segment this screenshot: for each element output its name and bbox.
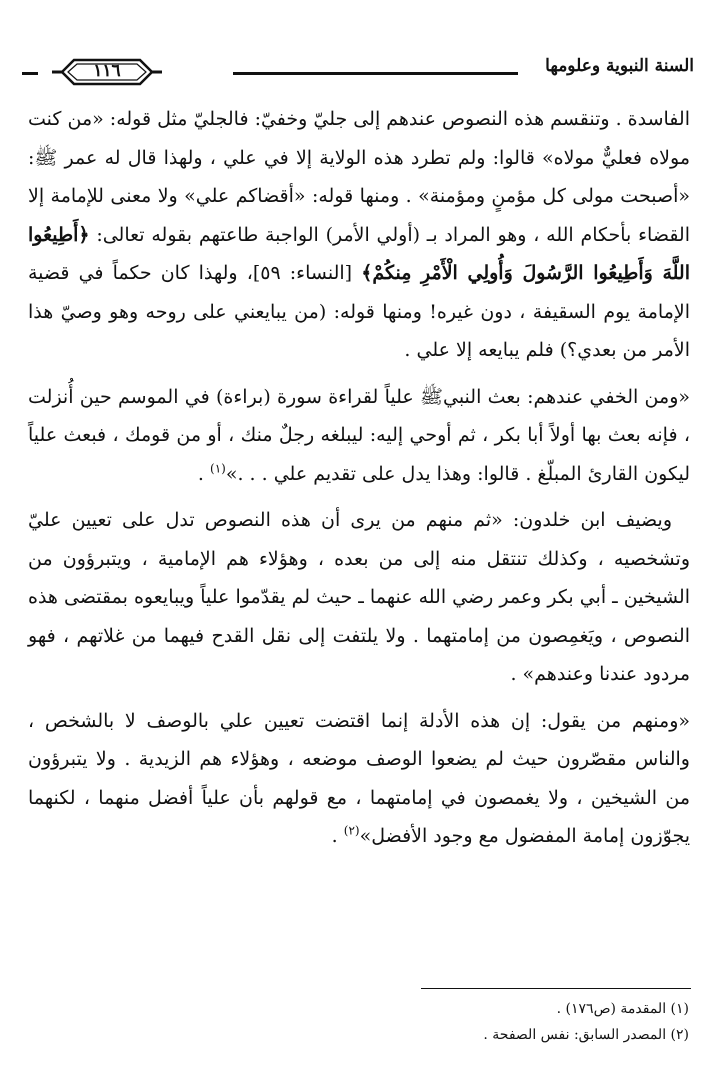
quran-verse: ﴿أَطِيعُوا اللَّهَ وَأَطِيعُوا الرَّسُولَ وَأُولِي الْأَمْرِ مِنكُمْ﴾ [28,223,691,284]
paragraph-2 [28,378,690,494]
footnotes [289,996,689,1048]
page-number: ١١٦ [93,61,121,81]
page-header [22,52,694,96]
paragraph-1 [28,100,690,370]
paragraph-4 [28,702,690,856]
header-rule [233,72,518,75]
paragraph-text: [النساء: ٥٩]، ولهذا كان حكماً في قضية الإمامة يوم السقيفة ، دون غيره! ومنها قوله: (من يبايعني على روحه وهو وصيّ هذا الأمر من بعدي؟) فلم يبايعه إلا علي . [28,262,690,361]
paragraph-text: الفاسدة . وتنقسم هذه النصوص عندهم إلى جليّ وخفيّ: فالجليّ مثل قوله: «من كنت مولاه فعليٌّ مولاه» قالوا: ولم تطرد هذه الولاية إلا في علي ، ولهذا قال له عمر ﷺ: «أصبحت مولى كل مؤمنٍ ومؤمنة» . ومنها قوله: «أقضاكم علي» ولا معنى للإمامة إلا القضاء بأحكام الله ، وهو المراد بـ (أولي الأمر) الواجبة طاعتهم بقوله تعالى: [28,108,691,246]
footnote-2: (٢) المصدر السابق: نفس الصفحة . [483,1027,689,1043]
page-number-ornament [52,57,162,87]
footnote-1: (١) المقدمة (ص١٧٦) . [556,1001,689,1017]
paragraph-text: «ومن الخفي عندهم: بعث النبيﷺ علياً لقراءة سورة (براءة) في الموسم حين أُنزلت ، فإنه بعث بها أولاً أبا بكر ، ثم أوحي إليه: ليبلغه رجلٌ منك ، أو من قومك ، فبعث علياً ليكون القارئ المبلّغ . قالوا: وهذا يدل على تقديم علي . . .» [28,385,690,485]
paragraph-text: . [331,825,344,847]
paragraph-text: «ومنهم من يقول: إن هذه الأدلة إنما اقتضت تعيين علي بالوصف لا بالشخص ، والناس مقصّرون حيث لم يضعوا الوصف موضعه ، وهؤلاء هم الزيدية . ولا يتبرؤون من الشيخين ، ولا يغمصون في إمامتهما ، مع قولهم بأن علياً أفضل منهما ، لكنهما يجوّزون إمامة المفضول مع وجود الأفضل» [28,709,690,847]
main-text [28,100,690,856]
paragraph-3 [28,501,690,694]
running-title: السنة النبوية وعلومها [545,56,694,76]
header-rule-end [22,72,38,75]
paragraph-text: ويضيف ابن خلدون: «ثم منهم من يرى أن هذه النصوص تدل على تعيين عليّ وتشخصيه ، وكذلك تنتقل منه إلى من بعده ، وهؤلاء هم الإمامية ، ويتبرؤون من الشيخين ـ أبي بكر وعمر رضي الله عنهما ـ حيث لم يقدّموا علياً ويبايعوه بمقتضى هذه النصوص ، ويَغمِصون من إمامتهما . ولا يلتفت إلى نقل القدح فيهما من غلاتهم ، فهو مردود عندنا وعندهم» . [28,509,690,685]
paragraph-text: . [197,462,211,485]
footnote-separator [421,988,691,989]
footnote-marker[interactable]: (٢) [343,823,360,838]
footnote-marker[interactable]: (١) [210,461,226,476]
